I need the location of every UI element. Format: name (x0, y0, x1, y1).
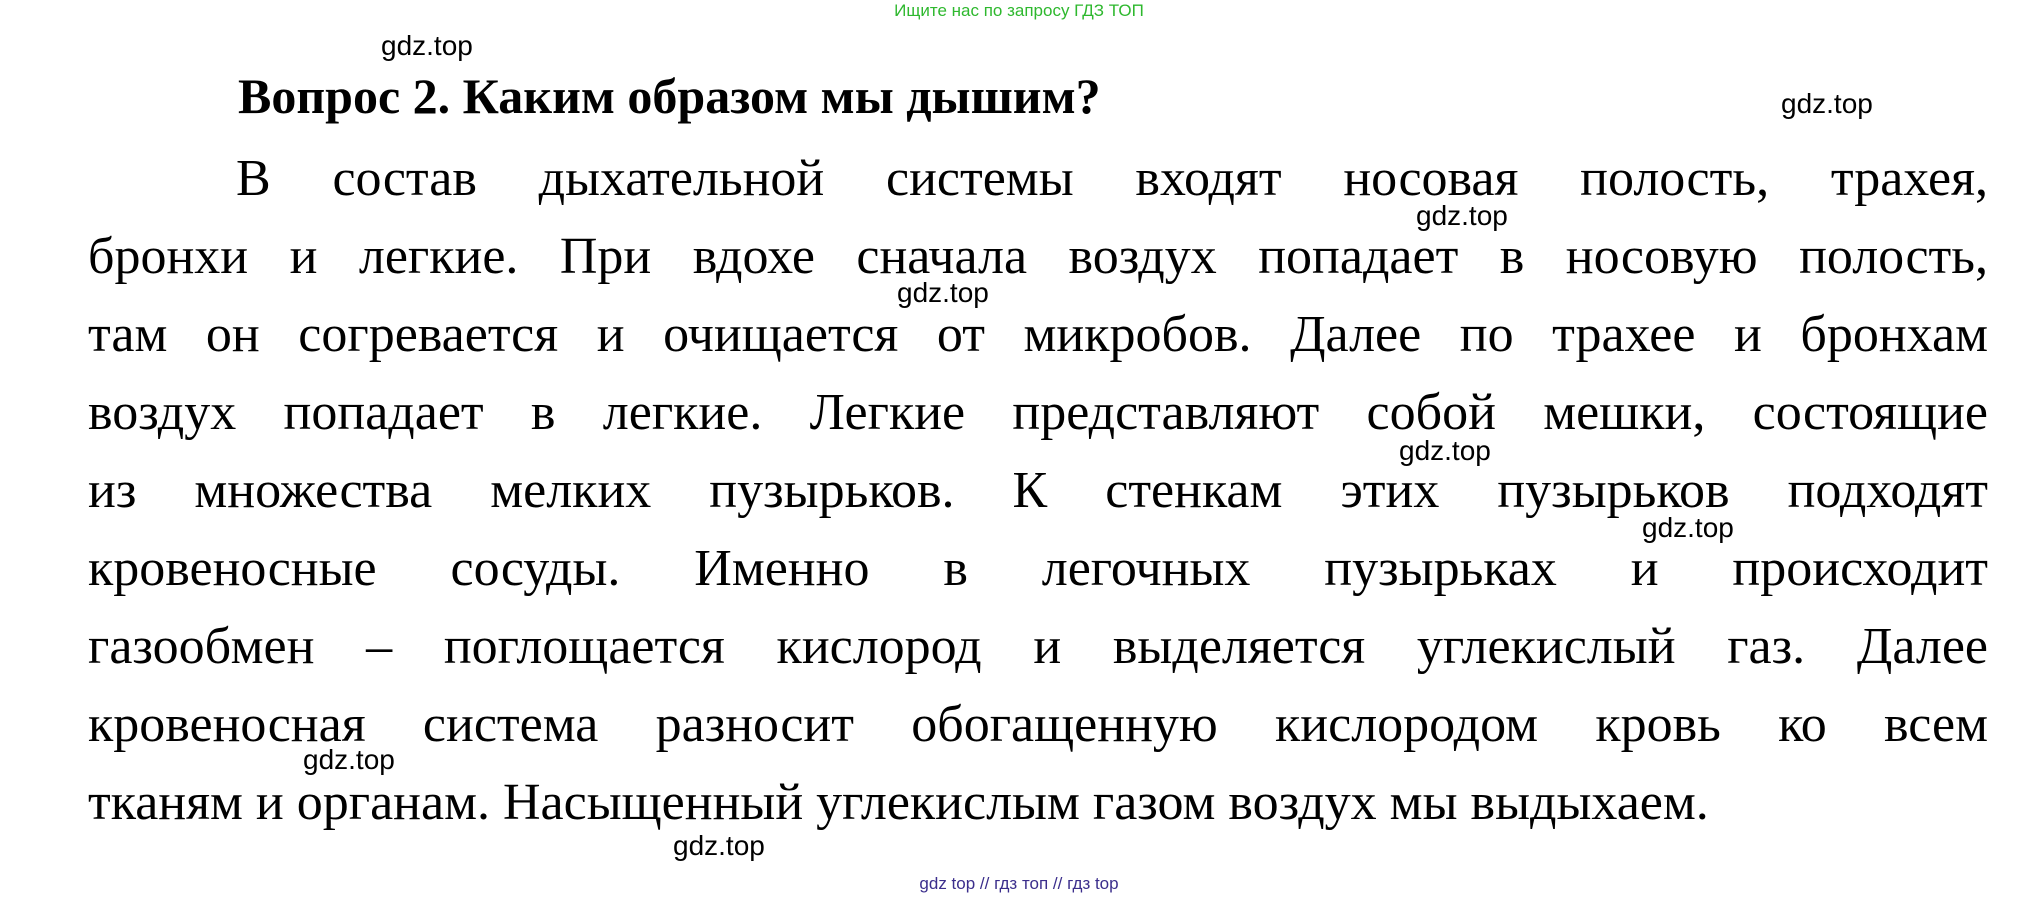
answer-line: бронхи и легкие. При вдохе сначала воздух попадает в носовую полость, (88, 228, 1988, 285)
watermark: gdz.top (1642, 512, 1734, 543)
footer-links: gdz top // гдз топ // гдз top (919, 874, 1119, 893)
answer-line: кровеносные сосуды. Именно в легочных пузырьках и происходит (88, 540, 1988, 597)
answer-line: тканям и органам. Насыщенный углекислым газом воздух мы выдыхаем. (88, 774, 1709, 831)
watermark: gdz.top (1781, 88, 1873, 119)
watermark: gdz.top (381, 30, 473, 61)
question-title: Вопрос 2. Каким образом мы дышим? (238, 68, 1101, 124)
answer-line: В состав дыхательной системы входят носовая полость, трахея, (236, 150, 1988, 207)
answer-line: из множества мелких пузырьков. К стенкам этих пузырьков подходят (88, 462, 1988, 519)
watermark: gdz.top (303, 744, 395, 775)
watermark: gdz.top (1416, 200, 1508, 231)
answer-text (88, 140, 1988, 842)
answer-line: газообмен – поглощается кислород и выделяется углекислый газ. Далее (88, 618, 1988, 675)
watermark: gdz.top (1399, 435, 1491, 466)
top-banner: Ищите нас по запросу ГДЗ ТОП (894, 1, 1144, 20)
watermark: gdz.top (897, 277, 989, 308)
answer-line: там он согревается и очищается от микробов. Далее по трахее и бронхам (88, 306, 1988, 363)
answer-line: кровеносная система разносит обогащенную кислородом кровь ко всем (88, 696, 1988, 753)
watermark: gdz.top (673, 830, 765, 861)
answer-line: воздух попадает в легкие. Легкие представляют собой мешки, состоящие (88, 384, 1988, 441)
